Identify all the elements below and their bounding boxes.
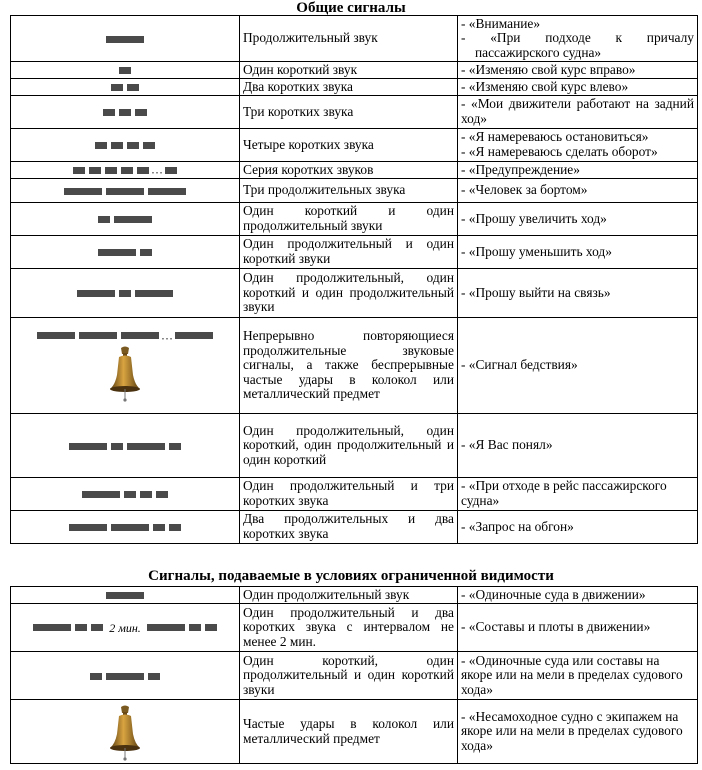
signal-meaning: - «Составы и плоты в движении»: [458, 604, 698, 652]
signal-meaning: - «Изменяю свой курс влево»: [458, 79, 698, 96]
signal-meaning: - «Прошу уменьшить ход»: [458, 236, 698, 269]
long-sound-icon: [147, 624, 185, 631]
table-row: [11, 162, 698, 179]
long-sound-icon: [64, 188, 102, 195]
signal-symbol: [11, 236, 240, 269]
table-row: [11, 236, 698, 269]
signal-meaning: - «Запрос на обгон»: [458, 511, 698, 544]
long-sound-icon: [106, 36, 144, 43]
short-sound-icon: [103, 109, 115, 116]
long-sound-icon: [148, 188, 186, 195]
long-sound-icon: [69, 524, 107, 531]
short-sound-icon: [119, 109, 131, 116]
signal-symbol: [11, 203, 240, 236]
short-sound-icon: [169, 524, 181, 531]
short-sound-icon: [205, 624, 217, 631]
signal-symbol: [11, 96, 240, 129]
section2-title: Сигналы, подаваемые в условиях ограниченной видимости: [148, 568, 554, 584]
signal-meaning: - «Одиночные суда в движении»: [458, 587, 698, 604]
long-sound-icon: [121, 332, 159, 339]
long-sound-icon: [106, 188, 144, 195]
signal-meaning: - «Мои движители работают на задний ход»: [458, 96, 698, 129]
signal-symbol: [11, 700, 240, 764]
short-sound-icon: [75, 624, 87, 631]
signal-symbol: [11, 652, 240, 700]
long-sound-icon: [33, 624, 71, 631]
signal-symbol: [11, 16, 240, 62]
signal-meaning: - «Я Вас понял»: [458, 414, 698, 478]
signal-meaning: - «Прошу выйти на связь»: [458, 269, 698, 318]
table-row: [11, 318, 698, 414]
table-row: [11, 16, 698, 62]
table-row: [11, 129, 698, 162]
signal-symbol: [11, 62, 240, 79]
short-sound-icon: [140, 491, 152, 498]
table-row: [11, 700, 698, 764]
short-sound-icon: [90, 673, 102, 680]
signal-meaning: - «Одиночные суда или составы на якоре или на мели в пределах судового хода»: [458, 652, 698, 700]
signal-name: Продолжительный звук: [240, 16, 458, 62]
signal-meaning: - «Внимание» - «При подходе к причалу пассажирского судна»: [458, 16, 698, 62]
short-sound-icon: [127, 142, 139, 149]
visibility-signals-table: [10, 586, 698, 764]
signal-symbol: [11, 269, 240, 318]
signal-symbol: [11, 604, 240, 652]
signal-name: Один короткий и один продолжительный звуки: [240, 203, 458, 236]
signal-meaning: - «Изменяю свой курс вправо»: [458, 62, 698, 79]
long-sound-icon: [127, 443, 165, 450]
short-sound-icon: [127, 84, 139, 91]
signal-symbol: …: [11, 162, 240, 179]
long-sound-icon: [135, 290, 173, 297]
long-sound-icon: [77, 290, 115, 297]
table-row: [11, 604, 698, 652]
signal-symbol: [11, 179, 240, 203]
signal-name: Один короткий, один продолжительный и один короткий звуки: [240, 652, 458, 700]
table-row: [11, 179, 698, 203]
signal-meaning: - «Предупреждение»: [458, 162, 698, 179]
signal-name: Серия коротких звуков: [240, 162, 458, 179]
bell-icon: [107, 345, 143, 403]
short-sound-icon: [95, 142, 107, 149]
table-row: [11, 269, 698, 318]
short-sound-icon: [111, 443, 123, 450]
short-sound-icon: [137, 167, 149, 174]
signal-meaning: - «Несамоходное судно с экипажем на якоре или на мели в пределах судового хода»: [458, 700, 698, 764]
long-sound-icon: [82, 491, 120, 498]
long-sound-icon: [98, 249, 136, 256]
signal-symbol: …: [11, 318, 240, 414]
short-sound-icon: [189, 624, 201, 631]
signal-name: Один продолжительный и три коротких звука: [240, 478, 458, 511]
long-sound-icon: [106, 592, 144, 599]
table-row: [11, 478, 698, 511]
short-sound-icon: [73, 167, 85, 174]
signal-name: Три продолжительных звука: [240, 179, 458, 203]
short-sound-icon: [98, 216, 110, 223]
long-sound-icon: [111, 524, 149, 531]
signal-name: Один продолжительный, один короткий и один продолжительный звуки: [240, 269, 458, 318]
long-sound-icon: [114, 216, 152, 223]
signal-meaning: - «Сигнал бедствия»: [458, 318, 698, 414]
table-row: [11, 96, 698, 129]
signal-name: Три коротких звука: [240, 96, 458, 129]
signal-symbol: [11, 511, 240, 544]
short-sound-icon: [119, 67, 131, 74]
short-sound-icon: [143, 142, 155, 149]
interval-label: 2 мин.: [109, 620, 141, 635]
short-sound-icon: [153, 524, 165, 531]
long-sound-icon: [106, 673, 144, 680]
signal-name: Один продолжительный, один короткий, один продолжительный и один короткий: [240, 414, 458, 478]
signal-meaning: - «Я намереваюсь остановиться» - «Я намереваюсь сделать оборот»: [458, 129, 698, 162]
table-row: [11, 62, 698, 79]
table-row: [11, 652, 698, 700]
signal-symbol: [11, 79, 240, 96]
table-row: [11, 587, 698, 604]
long-sound-icon: [79, 332, 117, 339]
short-sound-icon: [165, 167, 177, 174]
signal-name: Два продолжительных и два коротких звука: [240, 511, 458, 544]
long-sound-icon: [37, 332, 75, 339]
signal-name: Частые удары в колокол или металлический предмет: [240, 700, 458, 764]
table-row: [11, 414, 698, 478]
short-sound-icon: [140, 249, 152, 256]
short-sound-icon: [111, 142, 123, 149]
table-row: [11, 203, 698, 236]
general-signals-table: [10, 15, 698, 544]
short-sound-icon: [89, 167, 101, 174]
signal-symbol: [11, 414, 240, 478]
signal-name: Четыре коротких звука: [240, 129, 458, 162]
signal-symbol: [11, 587, 240, 604]
short-sound-icon: [156, 491, 168, 498]
short-sound-icon: [91, 624, 103, 631]
short-sound-icon: [105, 167, 117, 174]
short-sound-icon: [135, 109, 147, 116]
short-sound-icon: [169, 443, 181, 450]
signal-meaning: - «Человек за бортом»: [458, 179, 698, 203]
signal-symbol: [11, 478, 240, 511]
signal-meaning: - «При отходе в рейс пассажирского судна»: [458, 478, 698, 511]
signal-name: Два коротких звука: [240, 79, 458, 96]
long-sound-icon: [69, 443, 107, 450]
signal-name: Один продолжительный звук: [240, 587, 458, 604]
short-sound-icon: [148, 673, 160, 680]
table-row: [11, 79, 698, 96]
table-row: [11, 511, 698, 544]
signal-name: Один продолжительный и один короткий звуки: [240, 236, 458, 269]
long-sound-icon: [175, 332, 213, 339]
signal-name: Один короткий звук: [240, 62, 458, 79]
bell-icon: [107, 704, 143, 762]
signal-name: Один продолжительный и два коротких звука с интервалом не менее 2 мин.: [240, 604, 458, 652]
section1-title: Общие сигналы: [296, 0, 406, 16]
short-sound-icon: [119, 290, 131, 297]
short-sound-icon: [111, 84, 123, 91]
signal-name: Непрерывно повторяющиеся продолжительные звуковые сигналы, а также беспрерывные частые удары в колокол или металлический предмет: [240, 318, 458, 414]
short-sound-icon: [124, 491, 136, 498]
signal-symbol: [11, 129, 240, 162]
signal-meaning: - «Прошу увеличить ход»: [458, 203, 698, 236]
short-sound-icon: [121, 167, 133, 174]
